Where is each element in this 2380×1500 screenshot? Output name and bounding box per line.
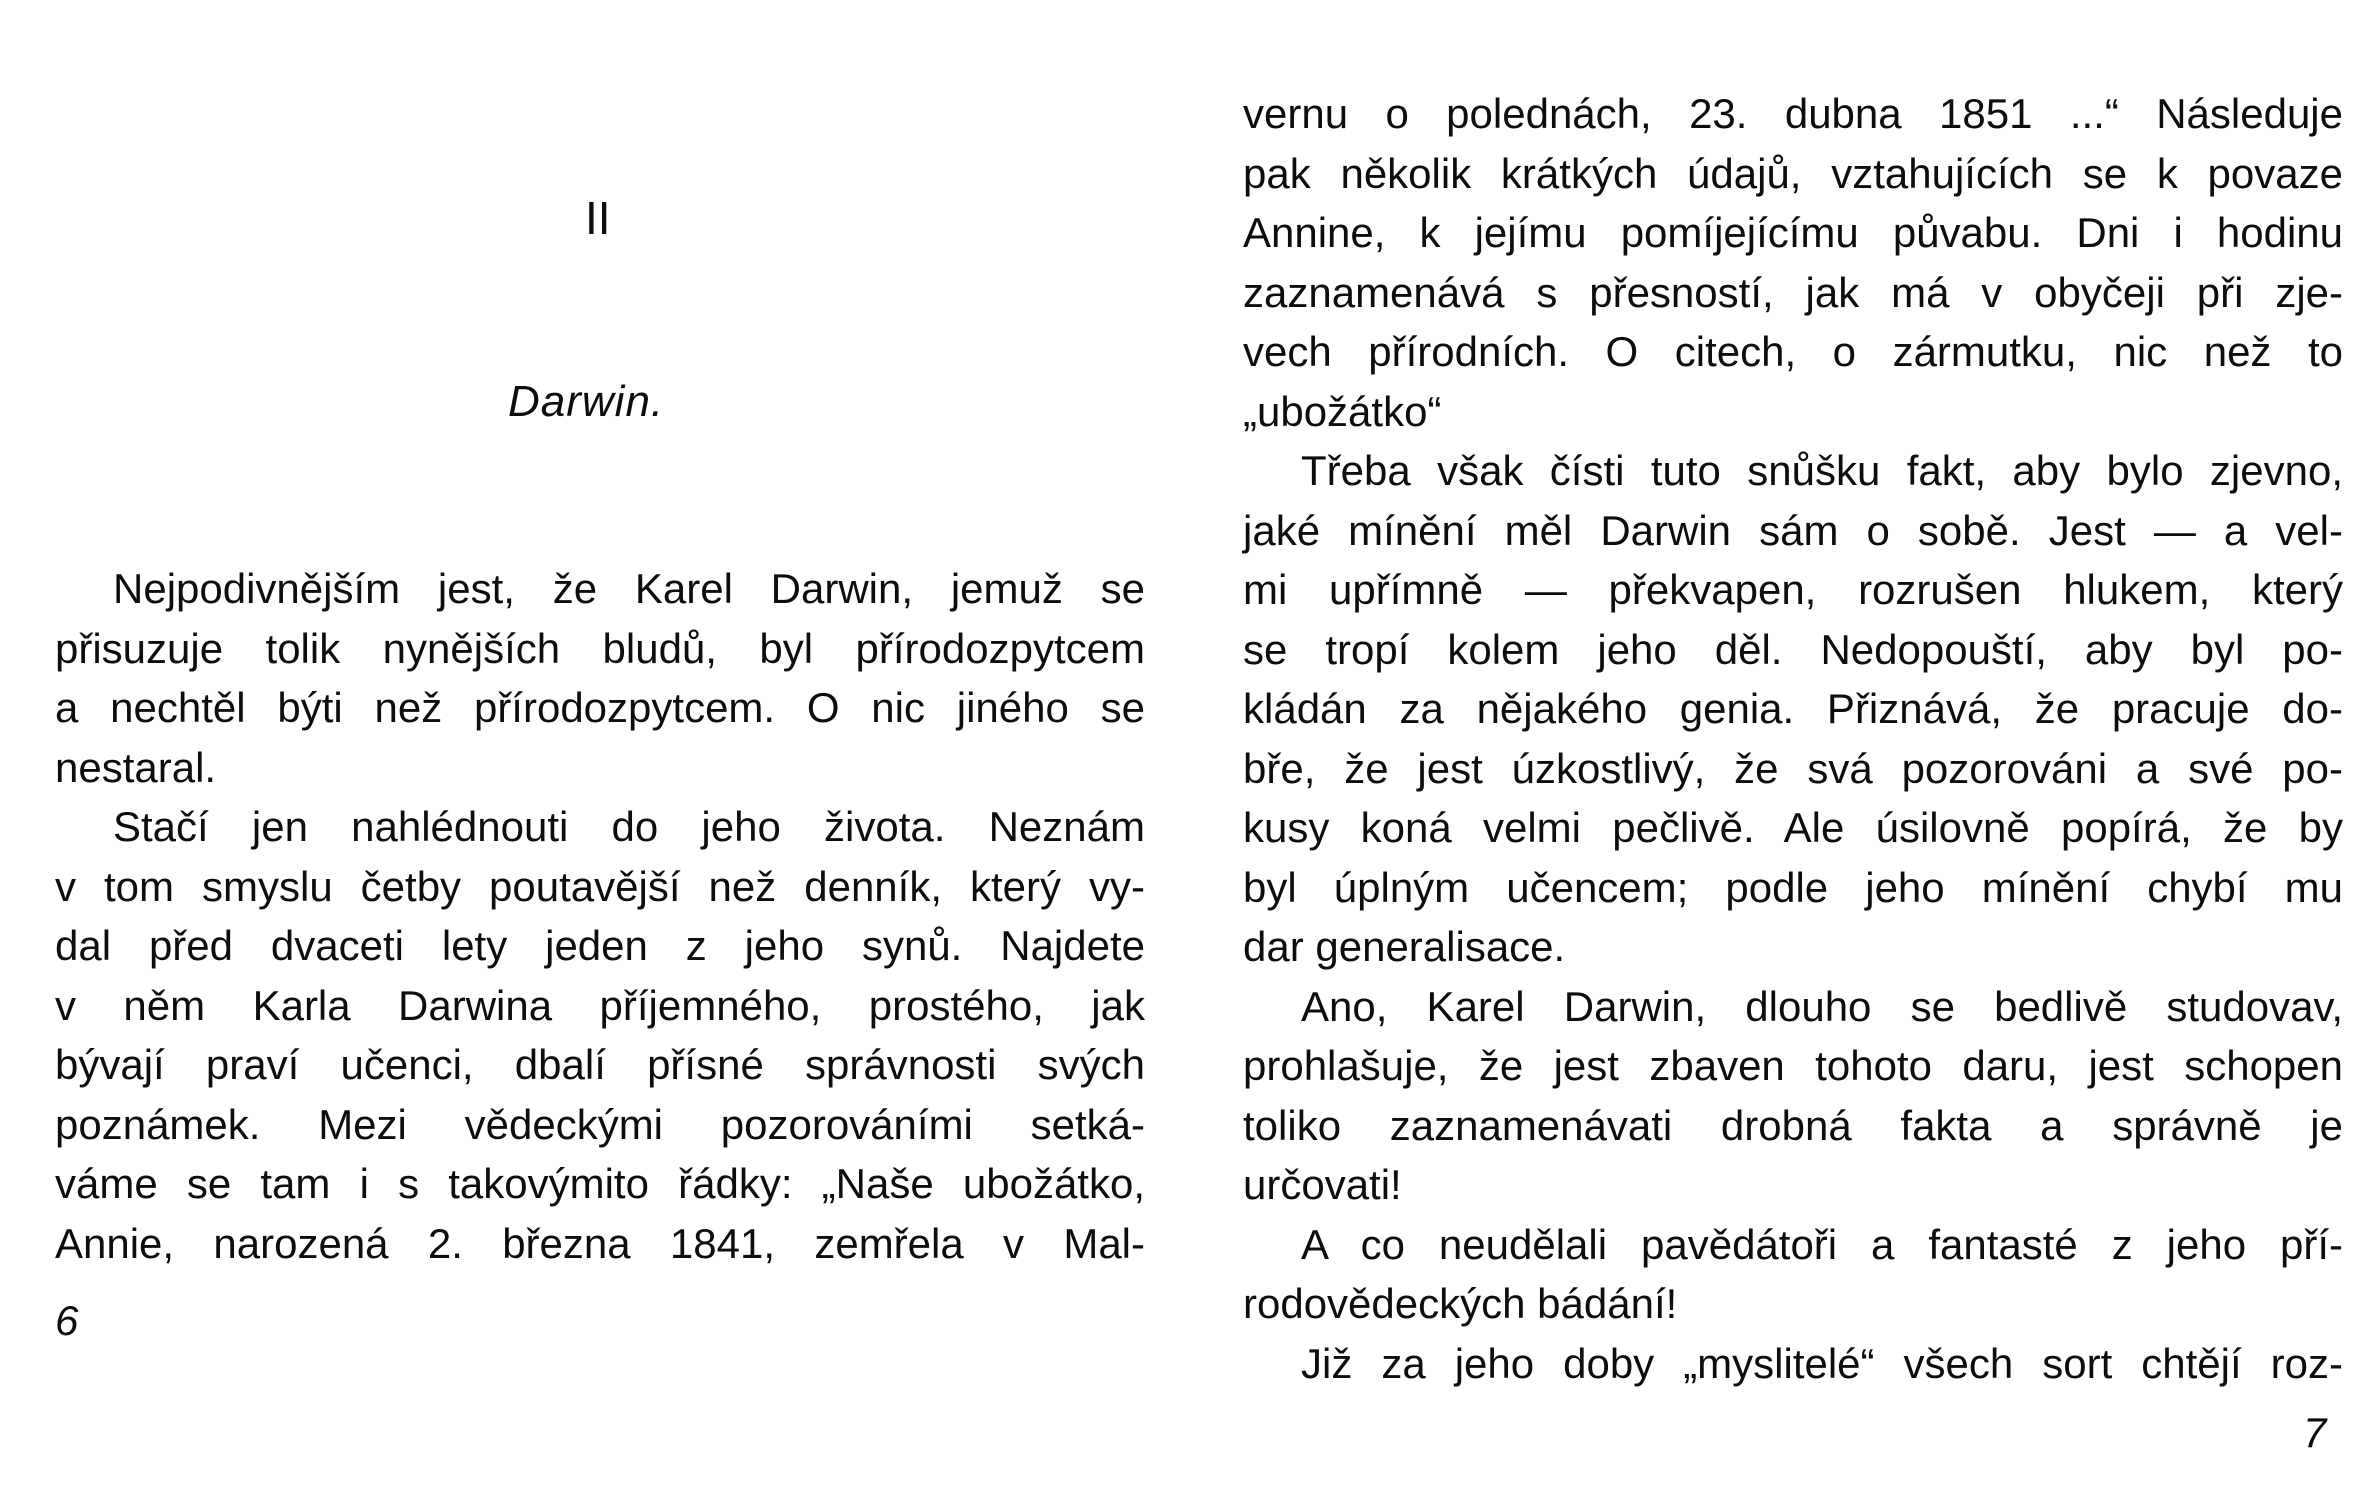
text-line: dar generalisace.	[1243, 923, 1566, 970]
text-line: dal před dvaceti lety jeden z jeho synů. Najdete	[55, 922, 1145, 969]
page-number-right: 7	[2303, 1409, 2327, 1456]
text-line: rodovědeckých bádání!	[1243, 1280, 1678, 1327]
text-line: poznámek. Mezi vědeckými pozorováními setká-	[55, 1100, 1145, 1148]
text-line: pak několik krátkých údajů, vztahujících se k povaze	[1243, 149, 2343, 197]
text-line: bře, že jest úzkostlivý, že svá pozorováni a své po-	[1243, 744, 2343, 792]
text-line: vernu o polednách, 23. dubna 1851 ...“ Následuje	[1243, 90, 2343, 137]
text-line: určovati!	[1243, 1161, 1402, 1208]
text-line: kusy koná velmi pečlivě. Ale úsilovně popírá, že by	[1243, 804, 2343, 851]
text-line: bývají praví učenci, dbalí přísné správnosti svých	[55, 1041, 1145, 1088]
text-line: nestaral.	[55, 743, 217, 791]
text-line: toliko zaznamenávati drobná fakta a správně je	[1243, 1101, 2343, 1149]
text-line: a nechtěl býti než přírodozpytcem. O nic jiného se	[55, 684, 1145, 731]
text-line: byl úplným učencem; podle jeho mínění chybí mu	[1243, 863, 2343, 911]
text-line: prohlašuje, že jest zbaven tohoto daru, jest schopen	[1243, 1042, 2343, 1089]
text-line: váme se tam i s takovýmito řádky: „Naše ubožátko,	[55, 1160, 1145, 1207]
text-line: se tropí kolem jeho děl. Nedopouští, aby byl po-	[1243, 625, 2343, 673]
text-line: v tom smyslu četby poutavější než denník, který vy-	[55, 862, 1145, 910]
text-line: „ubožátko“	[1243, 387, 1442, 435]
text-line: mi upřímně — překvapen, rozrušen hlukem, který	[1243, 566, 2343, 613]
chapter-title: Darwin.	[508, 377, 665, 426]
page-number-left: 6	[55, 1297, 79, 1344]
text-line: Stačí jen nahlédnouti do jeho života. Neznám	[113, 803, 1145, 850]
text-line: Již za jeho doby „myslitelé“ všech sort chtějí roz-	[1301, 1339, 2343, 1387]
text-line: A co neudělali pavědátoři a fantasté z jeho pří-	[1301, 1220, 2343, 1268]
text-line: Annie, narozená 2. března 1841, zemřela v Mal-	[55, 1219, 1145, 1267]
text-line: vech přírodních. O citech, o zármutku, nic než to	[1243, 328, 2343, 375]
text-line: Annine, k jejímu pomíjejícímu půvabu. Dni i hodinu	[1243, 209, 2343, 256]
text-line: kládán za nějakého genia. Přiznává, že pracuje do-	[1243, 685, 2343, 732]
text-line: přisuzuje tolik nynějších bludů, byl přírodozpytcem	[55, 624, 1145, 672]
text-line: v něm Karla Darwina příjemného, prostého, jak	[55, 981, 1145, 1029]
text-line: Nejpodivnějším jest, že Karel Darwin, jemuž se	[113, 565, 1145, 612]
text-line: Ano, Karel Darwin, dlouho se bedlivě studovav,	[1301, 982, 2343, 1030]
text-line: zaznamenává s přesností, jak má v obyčeji při zje-	[1243, 268, 2343, 316]
chapter-number: II	[585, 192, 611, 244]
text-line: Třeba však čísti tuto snůšku fakt, aby bylo zjevno,	[1301, 447, 2343, 494]
text-line: jaké mínění měl Darwin sám o sobě. Jest — a vel-	[1243, 506, 2343, 554]
